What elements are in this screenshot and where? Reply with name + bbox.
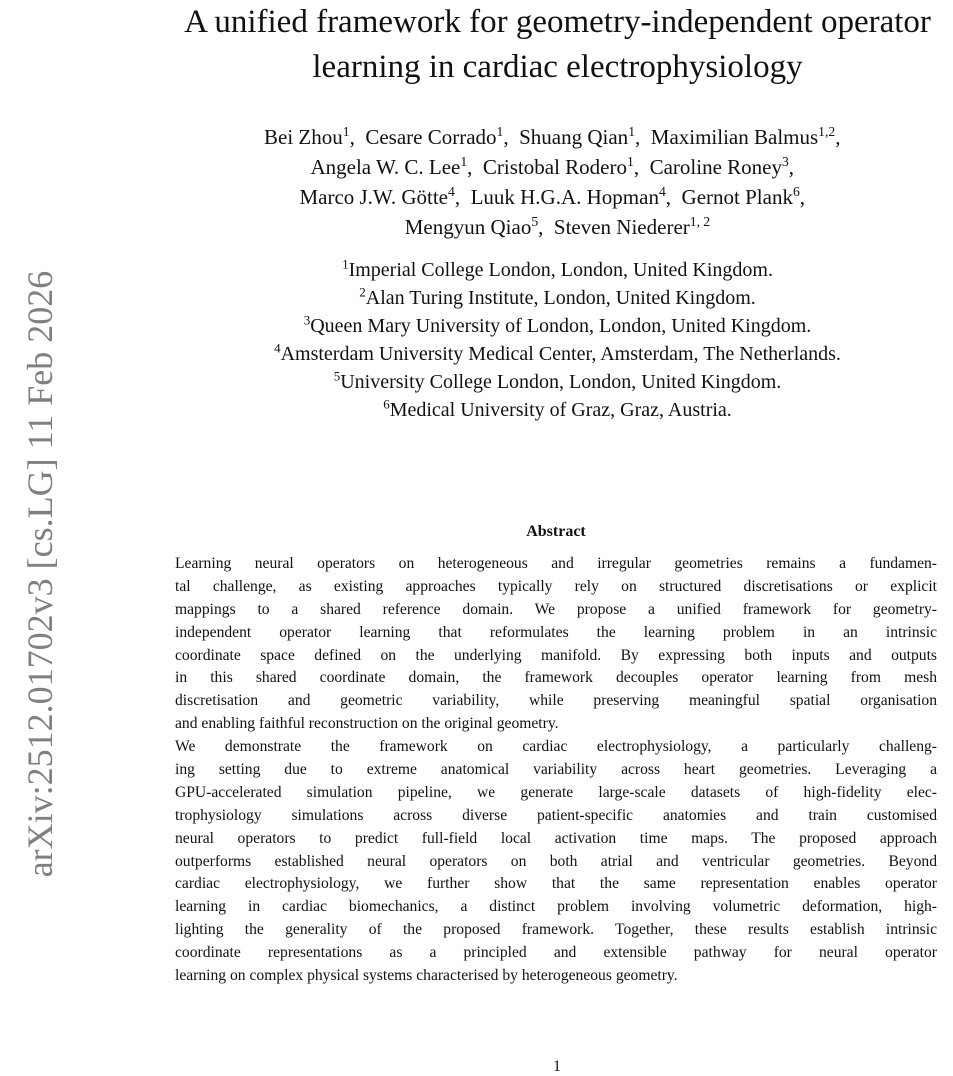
affiliation xyxy=(160,284,953,312)
title-line: learning in cardiac electrophysiology xyxy=(312,49,803,85)
author-line: Mengyun Qiao$^5$, Steven Niederer$^{1, 2}$ xyxy=(404,214,711,239)
affiliation-mark: 4 xyxy=(274,340,281,356)
author-affiliation-mark: 4 xyxy=(658,184,666,199)
abstract-line: learning in cardiac biomechanics, a distinct problem involving volumetric deformation, high- xyxy=(175,898,937,916)
page-number: 1 xyxy=(553,1058,561,1075)
author-name: Angela W. C. Lee xyxy=(310,155,461,179)
author-affiliation-mark: 1 xyxy=(460,154,468,169)
abstract-line: and enabling faithful reconstruction on the original geometry. xyxy=(175,715,559,733)
abstract-line: Learning neural operators on heterogeneous and irregular geometries remains a fundamen- xyxy=(175,555,937,572)
author-name: Caroline Roney xyxy=(649,155,782,179)
author-affiliation-mark: 1 xyxy=(342,124,350,139)
author-line: Bei Zhou$^1$, Cesare Corrado$^1$, Shuang Qian$^1$, Maximilian Balmus$^{1,2}$, xyxy=(264,124,851,149)
affiliation-mark: 2 xyxy=(359,284,366,300)
affiliation-text: Medical University of Graz, Graz, Austria. xyxy=(389,399,732,421)
affiliation xyxy=(160,312,953,340)
affiliation-text: University College London, London, United Kingdom. xyxy=(340,371,782,393)
abstract-line: in this shared coordinate domain, the framework decouples operator learning from mesh xyxy=(175,669,937,687)
affiliation-mark: 1 xyxy=(342,256,349,272)
author-name: Mengyun Qiao xyxy=(404,215,532,239)
abstract-line: coordinate representations as a principled and extensible pathway for neural operator xyxy=(175,944,937,962)
author-affiliation-mark: 1 xyxy=(496,124,504,139)
abstract-line: trophysiology simulations across diverse patient-specific anatomies and train customised xyxy=(175,806,937,824)
author-affiliation-mark: 1 xyxy=(627,154,634,169)
affiliation xyxy=(160,256,953,284)
abstract-line: discretisation and geometric variability, while preserving meaningful spatial organisation xyxy=(175,692,937,710)
title-line: A unified framework for geometry-independent operator xyxy=(184,4,931,40)
affiliation-text: Alan Turing Institute, London, United Kingdom. xyxy=(365,287,756,309)
affiliation-text: Imperial College London, London, United Kingdom. xyxy=(348,259,773,281)
abstract-paragraph xyxy=(175,736,937,988)
author-affiliation-mark: 6 xyxy=(792,184,800,199)
abstract-line: mappings to a shared reference domain. We propose a unified framework for geometry- xyxy=(175,600,937,618)
abstract-line: tal challenge, as existing approaches typically rely on structured discretisations or explicit xyxy=(175,577,937,595)
paper-title xyxy=(160,0,953,90)
affiliation-text: Queen Mary University of London, London, United Kingdom. xyxy=(310,315,812,337)
author-affiliation-mark: 1, 2 xyxy=(689,214,711,229)
abstract-line: ing setting due to extreme anatomical variability across heart geometries. Leveraging a xyxy=(175,761,937,779)
abstract-line: lighting the generality of the proposed framework. Together, these results establish intrinsic xyxy=(175,921,937,939)
author-affiliation-mark: 1 xyxy=(628,124,636,139)
affiliation xyxy=(160,340,953,368)
author-name: Maximilian Balmus xyxy=(650,125,819,149)
author-name: Shuang Qian xyxy=(519,125,629,149)
author-name: Steven Niederer xyxy=(553,215,690,239)
author-name: Cesare Corrado xyxy=(365,125,497,149)
abstract-heading: Abstract xyxy=(526,523,586,540)
abstract-line: neural operators to predict full-field local activation time maps. The proposed approach xyxy=(175,829,937,847)
affiliation xyxy=(160,396,953,424)
author-name: Luuk H.G.A. Hopman xyxy=(470,185,659,209)
author-name: Marco J.W. Götte xyxy=(299,185,448,209)
abstract-line: coordinate space defined on the underlying manifold. By expressing both inputs and outputs xyxy=(175,646,937,664)
affiliation-text: Amsterdam University Medical Center, Amsterdam, The Netherlands. xyxy=(280,343,841,365)
author-name: Cristobal Rodero xyxy=(482,155,627,179)
author-affiliation-mark: 3 xyxy=(781,154,789,169)
abstract-line: learning on complex physical systems characterised by heterogeneous geometry. xyxy=(175,967,678,985)
affiliation-mark: 3 xyxy=(303,312,311,328)
author-name: Gernot Plank xyxy=(681,185,793,209)
author-affiliation-mark: 5 xyxy=(531,214,539,229)
arxiv-identifier-sidebar: arXiv:2512.01702v3 [cs.LG] 11 Feb 2026 xyxy=(20,270,60,878)
affiliation-mark: 5 xyxy=(333,368,341,384)
author-name: Bei Zhou xyxy=(264,125,343,149)
author-affiliation-mark: 1,2 xyxy=(818,124,836,139)
author-list xyxy=(160,122,953,242)
author-affiliation-mark: 4 xyxy=(447,184,455,199)
affiliation xyxy=(160,368,953,396)
abstract-paragraph xyxy=(175,553,937,736)
abstract-line: independent operator learning that reformulates the learning problem in an intrinsic xyxy=(175,623,937,641)
abstract-line: GPU-accelerated simulation pipeline, we generate large-scale datasets of high-fidelity elec- xyxy=(175,783,937,801)
abstract-line: outperforms established neural operators on both atrial and ventricular geometries. Beyond xyxy=(175,852,937,870)
affiliation-mark: 6 xyxy=(383,396,390,412)
abstract-body xyxy=(175,553,937,988)
author-line: Marco J.W. Götte$^4$, Luuk H.G.A. Hopman$^4$, Gernot Plank$^6$, xyxy=(299,184,816,209)
author-line: Angela W. C. Lee$^1$, Cristobal Rodero$^1$, Caroline Roney$^3$, xyxy=(310,154,805,179)
affiliation-list xyxy=(160,256,953,424)
abstract-line: cardiac electrophysiology, we further show that the same representation enables operator xyxy=(175,875,937,893)
abstract-line: We demonstrate the framework on cardiac electrophysiology, a particularly challeng- xyxy=(175,738,937,756)
